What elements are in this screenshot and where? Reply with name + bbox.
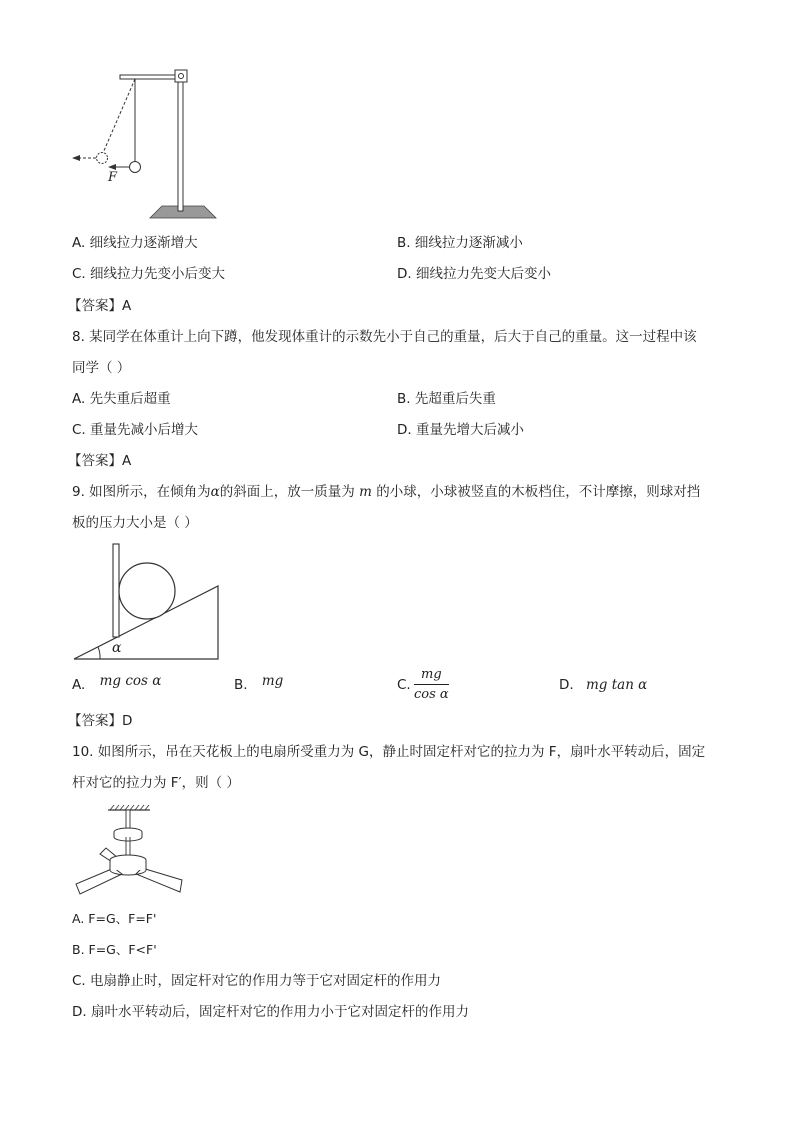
q9-option-c-label: C. [397, 677, 411, 693]
q9-stem-part-b: 的斜面上，放一质量为 [219, 484, 355, 500]
q10-option-a[interactable]: A. F=G、F=F' [72, 911, 157, 926]
q9-mass: m [359, 484, 372, 500]
q9-option-a-label: A. [72, 677, 86, 693]
q9-option-b[interactable] [234, 673, 284, 694]
q8-option-c[interactable]: C. 重量先减小后增大 [72, 422, 199, 438]
q10-stem-line1: 10. 如图所示，吊在天花板上的电扇所受重力为 G，静止时固定杆对它的拉力为 F，扇叶水平转动后，固定 [72, 744, 706, 760]
q8-stem-line1: 8. 某同学在体重计上向下蹲，他发现体重计的示数先小于自己的重量，后大于自己的重量。这一过程中该 [72, 329, 697, 345]
q10-option-c[interactable]: C. 电扇静止时，固定杆对它的作用力等于它对固定杆的作用力 [72, 973, 442, 989]
q8-option-d[interactable]: D. 重量先增大后减小 [397, 422, 524, 438]
ball-dashed [97, 153, 108, 164]
q9-answer: 【答案】D [68, 713, 133, 729]
force-label: F [108, 170, 118, 185]
q9-stem-line2: 板的压力大小是（ ） [72, 515, 198, 531]
string-dashed [103, 79, 135, 153]
q10-option-b[interactable]: B. F=G、F<F' [72, 942, 157, 957]
q8-option-b[interactable]: B. 先超重后失重 [397, 391, 496, 407]
q10-option-d[interactable]: D. 扇叶水平转动后，固定杆对它的作用力小于它对固定杆的作用力 [72, 1004, 469, 1020]
ceiling-fan-figure [70, 804, 190, 896]
q7-answer: 【答案】A [68, 298, 132, 314]
q9-option-d-label: D. [559, 677, 574, 693]
q9-option-b-label: B. [234, 677, 248, 693]
ball [119, 563, 175, 619]
q7-option-d[interactable]: D. 细线拉力先变大后变小 [397, 266, 551, 282]
q9-option-a[interactable] [72, 673, 162, 694]
q9-option-c-fraction [414, 667, 449, 702]
q10-stem-line2: 杆对它的拉力为 F′，则（ ） [72, 775, 240, 791]
q9-option-c-denominator: cos α [414, 687, 449, 702]
q8-answer: 【答案】A [68, 453, 132, 469]
stand-pole [178, 76, 183, 211]
q7-option-b[interactable]: B. 细线拉力逐渐减小 [397, 235, 523, 251]
q9-option-b-expr: mg [261, 673, 284, 689]
q8-option-a[interactable]: A. 先失重后超重 [72, 391, 171, 407]
q9-alpha: α [210, 484, 220, 500]
fan-blade-left [76, 868, 122, 894]
stand-clamp [175, 70, 187, 82]
q9-stem-part-a: 9. 如图所示，在倾角为 [72, 484, 211, 500]
pendulum-figure [68, 66, 228, 222]
q7-option-c[interactable]: C. 细线拉力先变小后变大 [72, 266, 226, 282]
incline-angle-label: α [112, 640, 122, 656]
stand-arm [120, 75, 182, 79]
q9-option-c-numerator: mg [414, 667, 449, 685]
q9-option-a-expr: mg cos α [99, 673, 162, 689]
q9-option-c[interactable] [397, 676, 411, 694]
q9-stem-part-c: 的小球，小球被竖直的木板档住，不计摩擦，则球对挡 [376, 484, 701, 500]
fan-blade-right [136, 868, 182, 892]
ball [130, 162, 141, 173]
q9-stem-line1 [72, 483, 700, 501]
board [113, 544, 119, 637]
q7-option-a[interactable]: A. 细线拉力逐渐增大 [72, 235, 198, 251]
q9-option-d[interactable] [559, 676, 648, 694]
incline-figure [70, 538, 226, 666]
q9-option-d-expr: mg tan α [585, 677, 648, 693]
q8-stem-line2: 同学（ ） [72, 360, 131, 376]
